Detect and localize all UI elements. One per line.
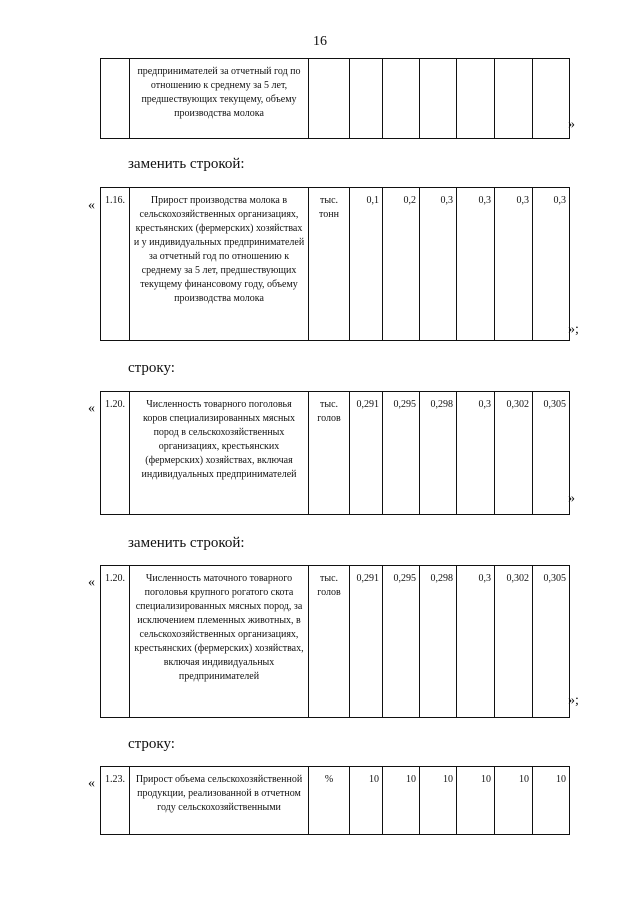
instruction-phrase: строку: <box>128 736 175 752</box>
closing-quote: » <box>568 117 575 132</box>
closing-quote: » <box>568 491 575 506</box>
row-value <box>420 59 457 139</box>
instruction-phrase: заменить строкой: <box>128 535 245 551</box>
row-value: 10 <box>495 767 533 835</box>
document-table-row <box>100 58 570 139</box>
instruction-phrase: заменить строкой: <box>128 156 245 172</box>
row-description: Численность товарного поголовья коров специализированных мясных пород в сельскохозяйственных организациях, крестьянских (фермерских) хозяйствах, включая индивидуальных предпринимателей <box>130 392 309 515</box>
closing-quote: »; <box>568 693 579 708</box>
row-value: 0,3 <box>420 188 457 341</box>
row-value: 0,302 <box>495 392 533 515</box>
row-value: 10 <box>533 767 570 835</box>
row-value: 0,295 <box>383 566 420 718</box>
closing-quote: »; <box>568 322 579 337</box>
row-value: 0,3 <box>495 188 533 341</box>
document-table-row <box>100 391 570 515</box>
row-number <box>101 59 130 139</box>
row-description: Прирост производства молока в сельскохозяйственных организациях, крестьянских (фермерских) хозяйствах и у индивидуальных предпринимателей за отчетный год по отношению к среднему за 5 лет, предшествующих текущему финансовому году, объему производства молока <box>130 188 309 341</box>
row-description: Численность маточного товарного поголовья крупного рогатого скота специализированных мясных пород, за исключением племенных животных, в сельскохозяйственных организациях, крестьянских (фермерских) хозяйствах, включая индивидуальных предпринимателей <box>130 566 309 718</box>
row-value: 10 <box>457 767 495 835</box>
row-value: 0,295 <box>383 392 420 515</box>
row-value: 0,291 <box>350 392 383 515</box>
page-number: 16 <box>313 34 327 49</box>
row-number: 1.20. <box>101 566 130 718</box>
row-value: 0,298 <box>420 392 457 515</box>
instruction-phrase: строку: <box>128 360 175 376</box>
opening-quote: « <box>88 198 95 213</box>
row-value: 0,2 <box>383 188 420 341</box>
row-unit: тыс. тонн <box>309 188 350 341</box>
opening-quote: « <box>88 401 95 416</box>
row-value: 0,302 <box>495 566 533 718</box>
row-unit <box>309 59 350 139</box>
row-description: предпринимателей за отчетный год по отношению к среднему за 5 лет, предшествующих текущему, объему производства молока <box>130 59 309 139</box>
opening-quote: « <box>88 575 95 590</box>
row-number: 1.20. <box>101 392 130 515</box>
row-unit: % <box>309 767 350 835</box>
row-unit: тыс. голов <box>309 566 350 718</box>
row-value: 0,1 <box>350 188 383 341</box>
row-unit: тыс. голов <box>309 392 350 515</box>
row-value: 10 <box>383 767 420 835</box>
row-value: 10 <box>420 767 457 835</box>
document-table-row <box>100 766 570 835</box>
row-number: 1.23. <box>101 767 130 835</box>
row-value: 0,3 <box>457 392 495 515</box>
row-value: 0,291 <box>350 566 383 718</box>
row-description: Прирост объема сельскохозяйственной продукции, реализованной в отчетном году сельскохозяйственными <box>130 767 309 835</box>
document-table-row <box>100 565 570 718</box>
row-value: 10 <box>350 767 383 835</box>
row-number: 1.16. <box>101 188 130 341</box>
row-value: 0,3 <box>457 188 495 341</box>
opening-quote: « <box>88 776 95 791</box>
row-value <box>495 59 533 139</box>
row-value <box>457 59 495 139</box>
document-table-row <box>100 187 570 341</box>
row-value: 0,305 <box>533 566 570 718</box>
row-value <box>533 59 570 139</box>
row-value <box>350 59 383 139</box>
row-value: 0,305 <box>533 392 570 515</box>
row-value <box>383 59 420 139</box>
row-value: 0,3 <box>457 566 495 718</box>
row-value: 0,298 <box>420 566 457 718</box>
row-value: 0,3 <box>533 188 570 341</box>
